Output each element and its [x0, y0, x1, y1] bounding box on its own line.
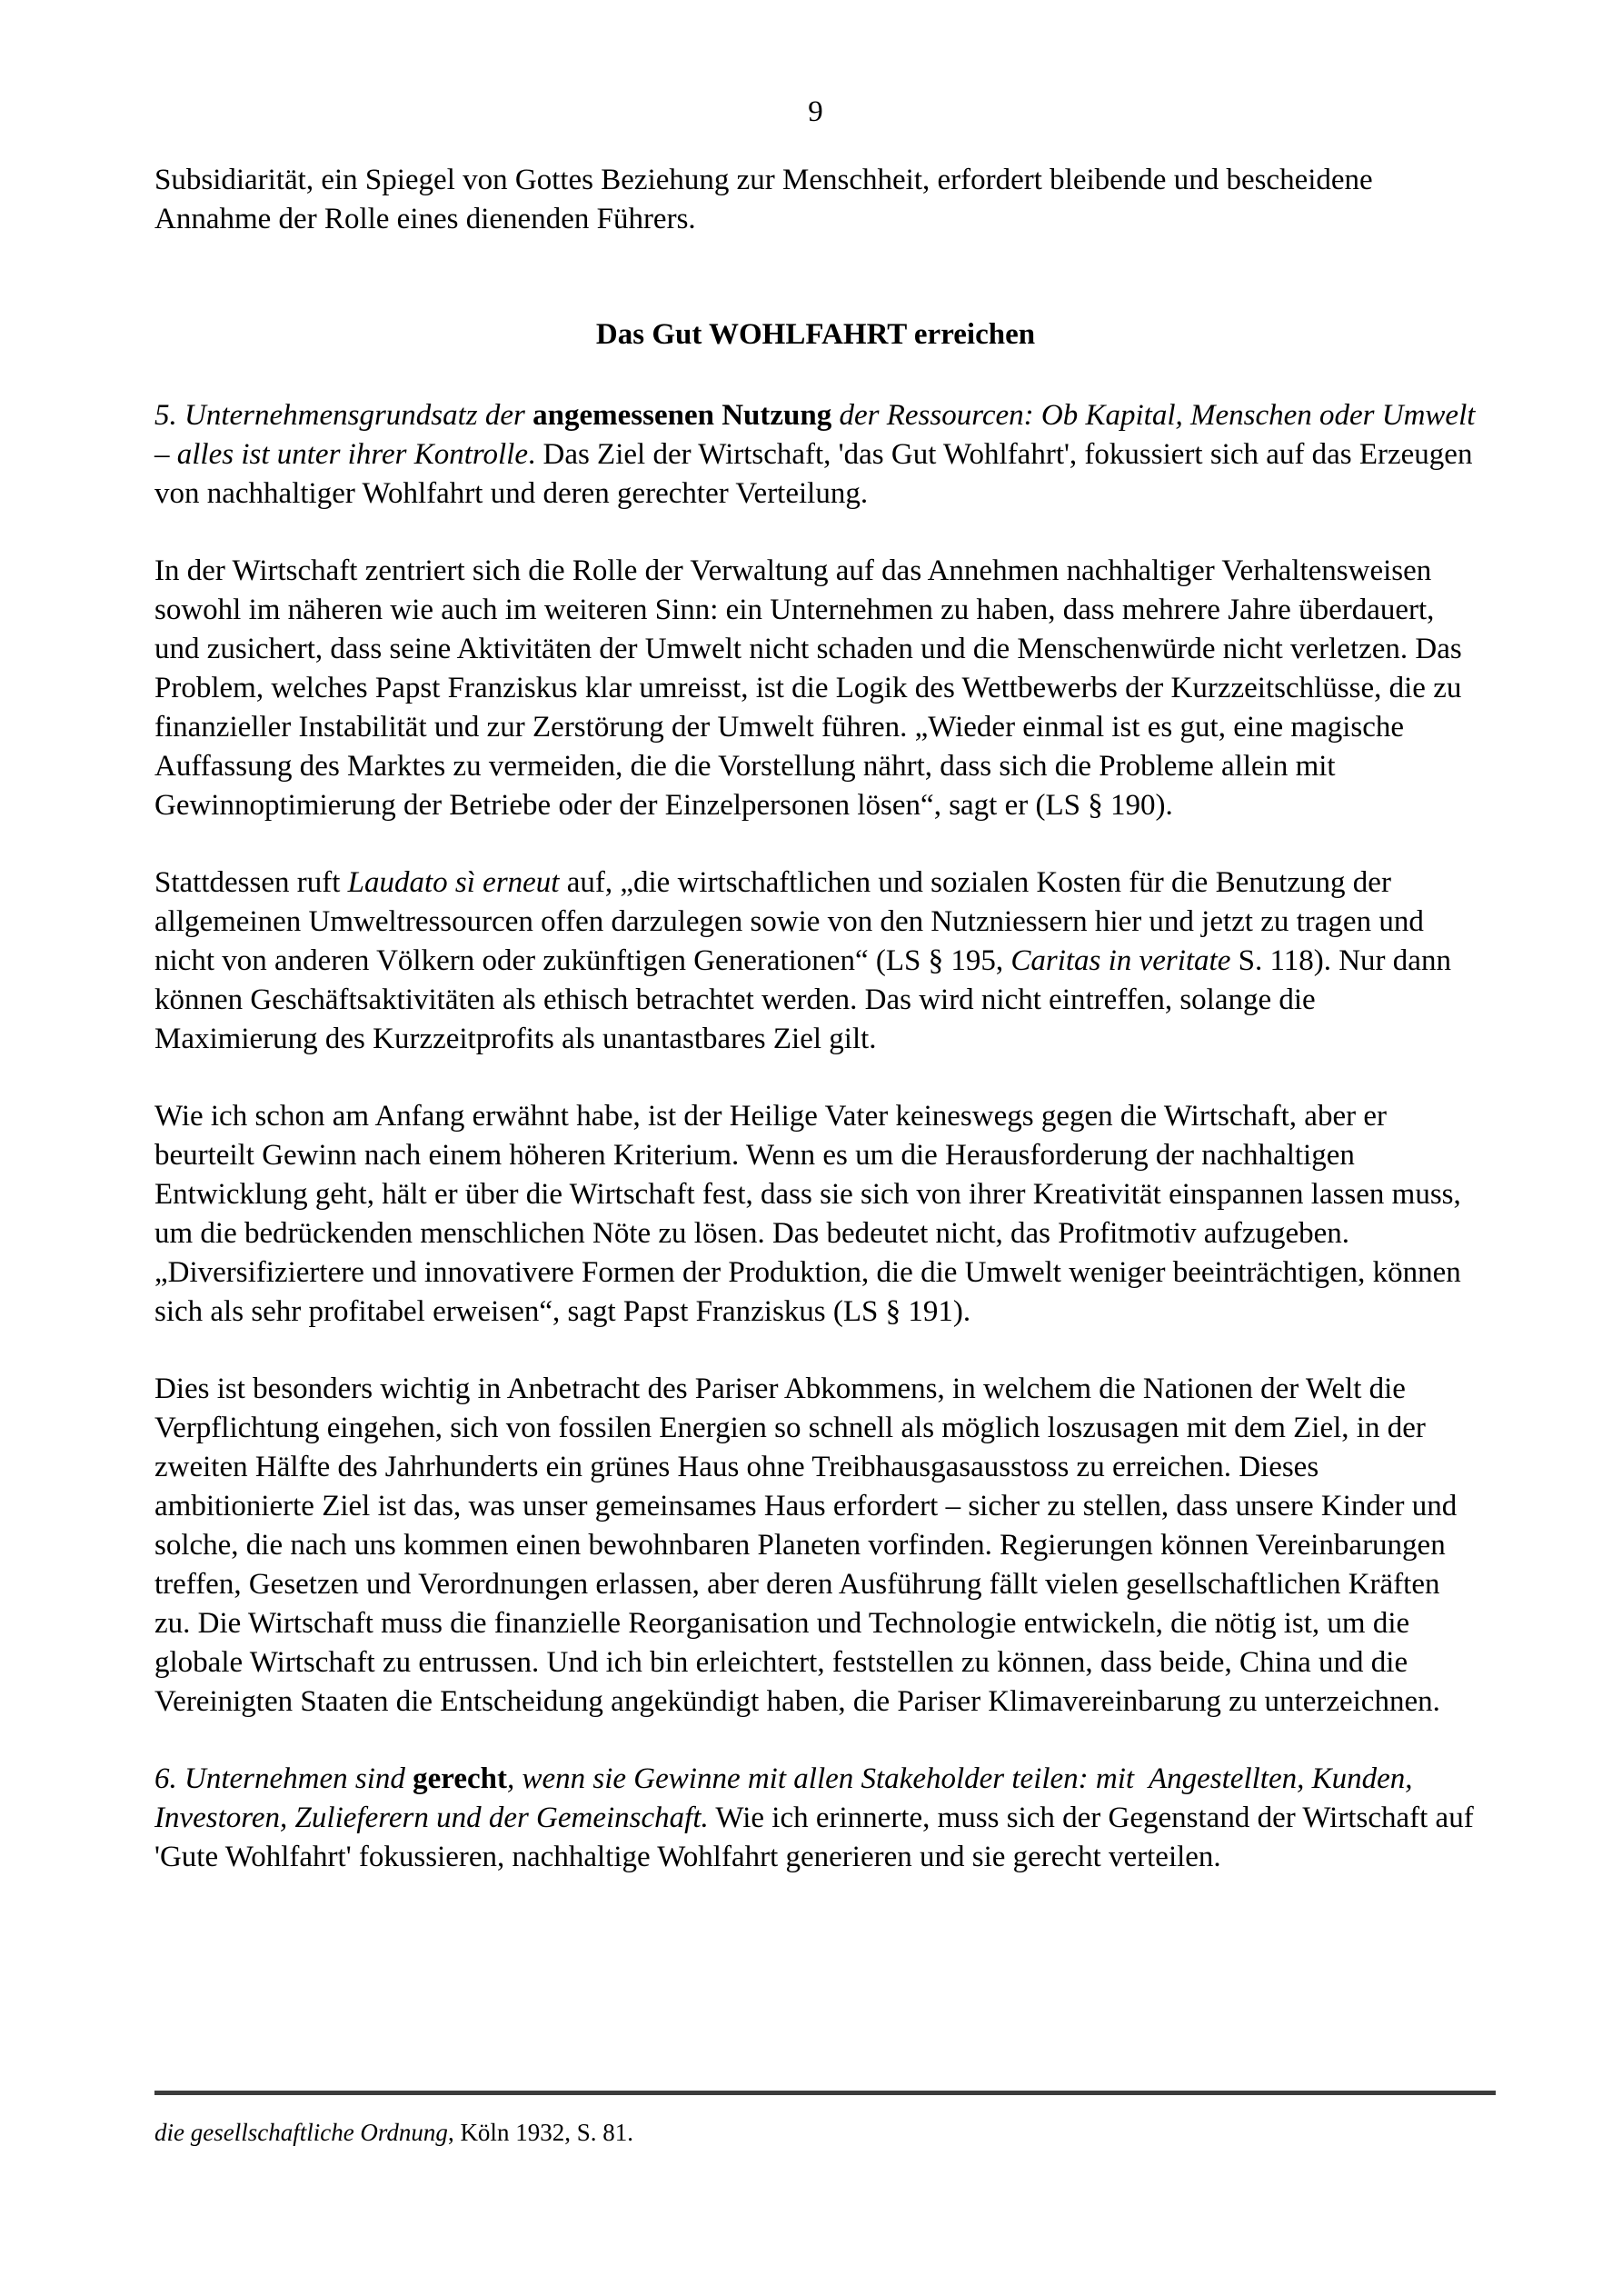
section-heading: Das Gut WOHLFAHRT erreichen — [595, 318, 1036, 351]
paragraph-stewardship: In der Wirtschaft zentriert sich die Rolle der Verwaltung auf das Annehmen nachhaltiger Verhaltensweisen sowohl im näheren wie auch im weiteren Sinn: ein Unternehmen zu haben, dass mehrere Jahre überdauert, und zusichert, dass seine Aktivitäten der Umwelt nicht schaden und die Menschenwürde nicht verletzen. Das Problem, welches Papst Franziskus klar umreisst, ist die Logik des Wettbewerbs der Kurzzeitschlüsse, die zu finanzieller Instabilität und zur Zerstörung der Umwelt führen. „Wieder einmal ist es gut, eine magische Auffassung des Marktes zu vermeiden, die die Vorstellung nährt, dass sich die Probleme allein mit Gewinnoptimierung der Betriebe oder der Einzelpersonen lösen“, sagt er (LS § 190). — [154, 554, 1469, 822]
paragraph-laudato-si: Stattdessen ruft Laudato sì erneut auf, „die wirtschaftlichen und sozialen Kosten für die Benutzung der allgemeinen Umweltressourcen offen darzulegen sowie von den Nutzniessern hier und jetzt zu tragen und nicht von anderen Völkern oder zukünftigen Generationen“ (LS § 195, Caritas in veritate S. 118). Nur dann können Geschäftsaktivitäten als ethisch betrachtet werden. Das wird nicht eintreffen, solange die Maximierung des Kurzzeitprofits als unantastbares Ziel gilt. — [154, 866, 1459, 1055]
paragraph-principle-5: 5. Unternehmensgrundsatz der angemessenen Nutzung der Ressourcen: Ob Kapital, Menschen oder Umwelt – alles ist unter ihrer Kontrolle. Das Ziel der Wirtschaft, 'das Gut Wohlfahrt', fokussiert sich auf das Erzeugen von nachhaltiger Wohlfahrt und deren gerechter Verteilung. — [154, 399, 1483, 510]
footnote: die gesellschaftliche Ordnung, Köln 1932, S. 81. — [154, 2119, 633, 2146]
paragraph-paris-agreement: Dies ist besonders wichtig in Anbetracht des Pariser Abkommens, in welchem die Nationen der Welt die Verpflichtung eingehen, sich von fossilen Energien so schnell als möglich loszusagen mit dem Ziel, in der zweiten Hälfte des Jahrhunderts ein grünes Haus ohne Treibhausgasausstoss zu erreichen. Dieses ambitionierte Ziel ist das, was unser gemeinsames Haus erfordert – sicher zu stellen, dass unsere Kinder und solche, die nach uns kommen einen bewohnbaren Planeten vorfinden. Regierungen können Vereinbarungen treffen, Gesetzen und Verordnungen erlassen, aber deren Ausführung fällt vielen gesellschaftlichen Kräften zu. Die Wirtschaft muss die finanzielle Reorganisation und Technologie entwickeln, die nötig ist, um die globale Wirtschaft zu entrussen. Und ich bin erleichtert, feststellen zu können, dass beide, China und die Vereinigten Staaten die Entscheidung angekündigt haben, die Pariser Klimavereinbarung zu unterzeichnen. — [154, 1373, 1465, 1718]
footnote-area — [154, 2091, 1496, 2148]
paragraph-holy-father: Wie ich schon am Anfang erwähnt habe, ist der Heilige Vater keineswegs gegen die Wirtschaft, aber er beurteilt Gewinn nach einem höheren Kriterium. Wenn es um die Herausforderung der nachhaltigen Entwicklung geht, hält er über die Wirtschaft fest, dass sie sich von ihrer Kreativität einspannen lassen muss, um die bedrückenden menschlichen Nöte zu lösen. Das bedeutet nicht, das Profitmotiv aufzugeben. „Diversifiziertere und innovativere Formen der Produktion, die die Umwelt weniger beeinträchtigen, können sich als sehr profitabel erweisen“, sagt Papst Franziskus (LS § 191). — [154, 1100, 1469, 1328]
paragraph-intro: Subsidiarität, ein Spiegel von Gottes Beziehung zur Menschheit, erfordert bleibende und bescheidene Annahme der Rolle eines dienenden Führers. — [154, 164, 1379, 235]
text-block — [154, 0, 1483, 1877]
footnote-divider — [154, 2091, 1496, 2095]
page-number: 9 — [808, 95, 823, 128]
paragraph-principle-6: 6. Unternehmen sind gerecht, wenn sie Gewinne mit allen Stakeholder teilen: mit Angestellten, Kunden, Investoren, Zulieferern und der Gemeinschaft. Wie ich erinnerte, muss sich der Gegenstand der Wirtschaft auf 'Gute Wohlfahrt' fokussieren, nachhaltige Wohlfahrt generieren und sie gerecht verteilen. — [154, 1762, 1481, 1873]
